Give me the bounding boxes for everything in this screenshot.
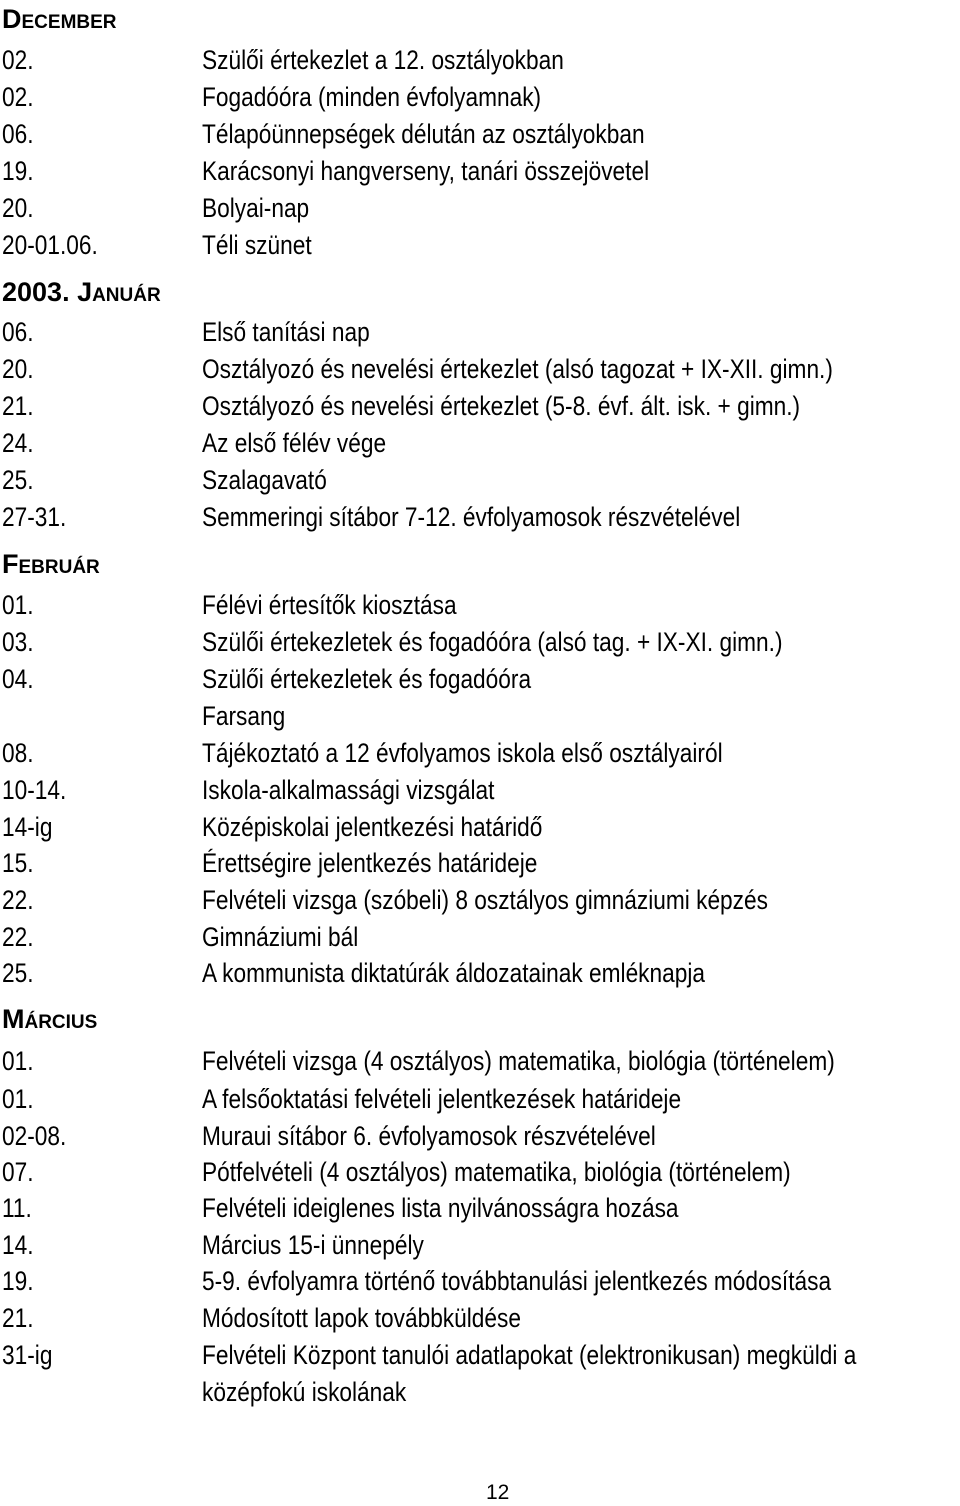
entry-date: 06.: [2, 119, 34, 149]
list-item: [0, 882, 960, 918]
list-item: [0, 1154, 960, 1190]
entry-event: Felvételi vizsga (szóbeli) 8 osztályos gimnáziumi képzés: [202, 885, 768, 915]
entry-event: Gimnáziumi bál: [202, 922, 359, 952]
list-item: [0, 1190, 960, 1226]
entry-event: Középiskolai jelentkezési határidő: [202, 812, 543, 842]
entry-date: 14.: [2, 1230, 34, 1260]
entry-event: Szalagavató: [202, 465, 327, 495]
entry-event: Érettségire jelentkezés határideje: [202, 848, 538, 878]
entry-event: Módosított lapok továbbküldése: [202, 1303, 521, 1333]
entry-event: 5-9. évfolyamra történő továbbtanulási jelentkezés módosítása: [202, 1266, 832, 1296]
entry-date: 31-ig: [2, 1340, 53, 1370]
list-item: [0, 624, 960, 660]
entry-date: 02.: [2, 45, 34, 75]
section-heading-february: Február: [2, 549, 100, 579]
entry-date: 01.: [2, 1084, 34, 1114]
entry-event: Felvételi vizsga (4 osztályos) matematika, biológia (történelem): [202, 1046, 835, 1076]
entry-event: Tájékoztató a 12 évfolyamos iskola első osztályairól: [202, 738, 723, 768]
list-item: [0, 845, 960, 881]
entry-event-continuation: Farsang: [202, 701, 286, 731]
entry-date: 22.: [2, 885, 34, 915]
entry-event: Muraui sítábor 6. évfolyamosok részvételével: [202, 1121, 656, 1151]
entry-event: Március 15-i ünnepély: [202, 1230, 424, 1260]
list-item: [0, 587, 960, 623]
entry-event: Osztályozó és nevelési értekezlet (alsó tagozat + IX-XII. gimn.): [202, 354, 833, 384]
list-item: [0, 735, 960, 771]
entry-date: 19.: [2, 1266, 34, 1296]
entry-event: Első tanítási nap: [202, 317, 370, 347]
section-heading-january: 2003. Január: [2, 277, 161, 307]
list-item: [0, 116, 960, 152]
entry-date: 20.: [2, 354, 34, 384]
list-item: [0, 1227, 960, 1263]
entry-event-continuation: középfokú iskolának: [202, 1377, 407, 1407]
entry-date: 14-ig: [2, 812, 53, 842]
entry-event: Bolyai-nap: [202, 193, 310, 223]
list-item: [0, 1118, 960, 1154]
list-item: [0, 153, 960, 189]
entry-date: 19.: [2, 156, 34, 186]
entry-event: A felsőoktatási felvételi jelentkezések határideje: [202, 1084, 682, 1114]
list-item: [0, 772, 960, 808]
entry-event: Felvételi ideiglenes lista nyilvánosságra hozása: [202, 1193, 679, 1223]
entry-event: Az első félév vége: [202, 428, 387, 458]
list-item: [0, 1081, 960, 1117]
entry-date: 22.: [2, 922, 34, 952]
entry-date: 02-08.: [2, 1121, 67, 1151]
list-item: [0, 227, 960, 263]
entry-date: 20-01.06.: [2, 230, 98, 260]
entry-date: 02.: [2, 82, 34, 112]
entry-event: Szülői értekezletek és fogadóóra (alsó tag. + IX-XI. gimn.): [202, 627, 783, 657]
entry-date: 08.: [2, 738, 34, 768]
entry-event: A kommunista diktatúrák áldozatainak emléknapja: [202, 958, 706, 988]
list-item: [0, 425, 960, 461]
list-item: [0, 919, 960, 955]
entry-date: 06.: [2, 317, 34, 347]
entry-date: 15.: [2, 848, 34, 878]
list-item: [0, 388, 960, 424]
list-item: [0, 1263, 960, 1299]
list-item: [0, 42, 960, 78]
entry-event: Szülői értekezlet a 12. osztályokban: [202, 45, 564, 75]
entry-date: 01.: [2, 590, 34, 620]
entry-event: Semmeringi sítábor 7-12. évfolyamosok részvételével: [202, 502, 741, 532]
entry-date: 11.: [2, 1193, 32, 1223]
entry-date: 21.: [2, 1303, 34, 1333]
list-item: [0, 351, 960, 387]
entry-date: 01.: [2, 1046, 34, 1076]
entry-event: Iskola-alkalmassági vizsgálat: [202, 775, 495, 805]
entry-event: Felvételi Központ tanulói adatlapokat (elektronikusan) megküldi a: [202, 1340, 857, 1370]
list-item: [0, 79, 960, 115]
list-item: [0, 661, 960, 697]
entry-date: 25.: [2, 465, 34, 495]
entry-event: Félévi értesítők kiosztása: [202, 590, 457, 620]
entry-event: Osztályozó és nevelési értekezlet (5-8. évf. ált. isk. + gimn.): [202, 391, 801, 421]
entry-date: 25.: [2, 958, 34, 988]
list-item: [0, 499, 960, 535]
list-item: [0, 462, 960, 498]
entry-date: 27-31.: [2, 502, 67, 532]
entry-event: Pótfelvételi (4 osztályos) matematika, biológia (történelem): [202, 1157, 791, 1187]
entry-date: 10-14.: [2, 775, 67, 805]
entry-event: Fogadóóra (minden évfolyamnak): [202, 82, 542, 112]
entry-date: 20.: [2, 193, 34, 223]
entry-date: 21.: [2, 391, 34, 421]
entry-date: 03.: [2, 627, 34, 657]
list-item: [0, 1043, 960, 1079]
entry-date: 04.: [2, 664, 34, 694]
list-item: [0, 190, 960, 226]
entry-event: Szülői értekezletek és fogadóóra: [202, 664, 532, 694]
list-item: [0, 314, 960, 350]
section-heading-march: Március: [2, 1004, 98, 1034]
section-heading-december: December: [2, 4, 117, 34]
entry-event: Télapóünnepségek délután az osztályokban: [202, 119, 645, 149]
entry-date: 07.: [2, 1157, 34, 1187]
entry-event: Karácsonyi hangverseny, tanári összejövetel: [202, 156, 650, 186]
list-item: [0, 809, 960, 845]
entry-date: 24.: [2, 428, 34, 458]
entry-event: Téli szünet: [202, 230, 312, 260]
page-number: 12: [486, 1481, 510, 1504]
list-item: [0, 955, 960, 991]
list-item: [0, 1300, 960, 1336]
list-item: [0, 1337, 960, 1373]
